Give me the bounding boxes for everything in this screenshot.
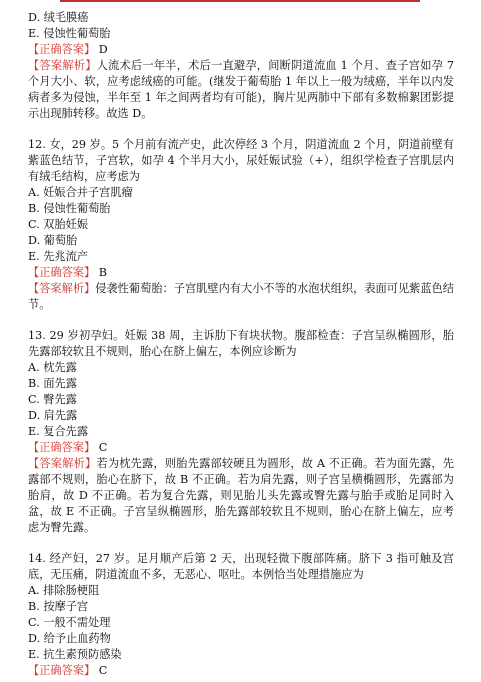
option-e: E. 复合先露 [28,425,89,438]
correct-answer-value: C [98,441,108,454]
correct-answer [28,663,454,679]
answer-analysis-tag: 【答案解析】 [28,282,96,295]
option-a: A. 枕先露 [28,361,77,374]
question-14 [28,551,454,679]
correct-answer [28,440,454,456]
question-stem: 12. 女，29 岁。5 个月前有流产史，此次停经 3 个月，阴道流血 2 个月，阴道前壁有紫蓝色结节，子宫软，如孕 4 个半月大小，尿妊娠试验（+），组织学检查子宫肌层内有绒毛结构，应考虑为 [28,138,454,183]
question-11 [28,10,454,122]
option-e: E. 抗生素预防感染 [28,648,122,661]
answer-analysis-tag: 【答案解析】 [28,59,97,72]
answer-analysis-text: 人流术后一年半，术后一直避孕，间断阴道流血 1 个月、查子宫如孕 7 个月大小、软，应考虑绒癌的可能。(继发于葡萄胎 1 年以上一般为绒癌，半年以内发病者多为侵蚀，半年至 1 年之间两者均有可能)，胸片见两肺中下部有多数棉絮团影提示出现肺转移。故选 D。 [28,59,454,120]
answer-analysis [28,281,454,313]
correct-answer-value: D [98,43,108,56]
question-list [28,10,454,679]
correct-answer-value: B [98,266,107,279]
option-b: B. 侵蚀性葡萄胎 [28,202,111,215]
option-a: A. 排除肠梗阻 [28,584,100,597]
option-a: A. 妊娠合并子宫肌瘤 [28,186,133,199]
question-stem: 13. 29 岁初孕妇。妊娠 38 周，主诉肋下有块状物。腹部检查：子宫呈纵椭圆形，胎先露部较软且不规则，胎心在脐上偏左，本例应诊断为 [28,329,454,358]
option-d: D. 绒毛膜癌 [28,11,89,24]
question-13 [28,328,454,536]
answer-analysis [28,58,454,122]
answer-analysis-text: 侵袭性葡萄胎：子宫肌壁内有大小不等的水泡状组织，表面可见紫蓝色结节。 [28,282,454,311]
correct-answer-tag: 【正确答案】 [28,441,96,454]
answer-analysis-text: 若为枕先露，则胎先露部较硬且为圆形，故 A 不正确。若为面先露，先露部不规则，胎心在脐下，故 B 不正确。若为肩先露，则子宫呈横椭圆形，先露部为胎肩，故 D 不正确。若为复合先露，则见胎儿头先露或臀先露与胎手或胎足同时入盆，故 E 不正确。子宫呈纵椭圆形，胎先露部较软且不规则，胎心在脐上偏左，应考虑为臀先露。 [28,457,454,534]
correct-answer-tag: 【正确答案】 [28,266,96,279]
header-rule [60,0,420,2]
correct-answer-tag: 【正确答案】 [28,664,96,677]
correct-answer [28,265,454,281]
option-b: B. 面先露 [28,377,77,390]
option-d: D. 葡萄胎 [28,234,78,247]
answer-analysis-tag: 【答案解析】 [28,457,97,470]
question-12 [28,137,454,313]
correct-answer [28,42,454,58]
option-b: B. 按摩子宫 [28,600,89,613]
correct-answer-tag: 【正确答案】 [28,43,96,56]
option-d: D. 肩先露 [28,409,78,422]
option-d: D. 给予止血药物 [28,632,111,645]
answer-analysis [28,456,454,536]
option-c: C. 一般不需处理 [28,616,111,629]
option-c: C. 双胎妊娠 [28,218,89,231]
option-e: E. 先兆流产 [28,250,89,263]
option-c: C. 臀先露 [28,393,77,406]
option-e: E. 侵蚀性葡萄胎 [28,27,111,40]
correct-answer-value: C [98,664,108,677]
question-stem: 14. 经产妇，27 岁。足月顺产后第 2 天，出现轻微下腹部阵痛。脐下 3 指可触及宫底，无压痛，阴道流血不多，无恶心、呕吐。本例恰当处理措施应为 [28,552,454,581]
